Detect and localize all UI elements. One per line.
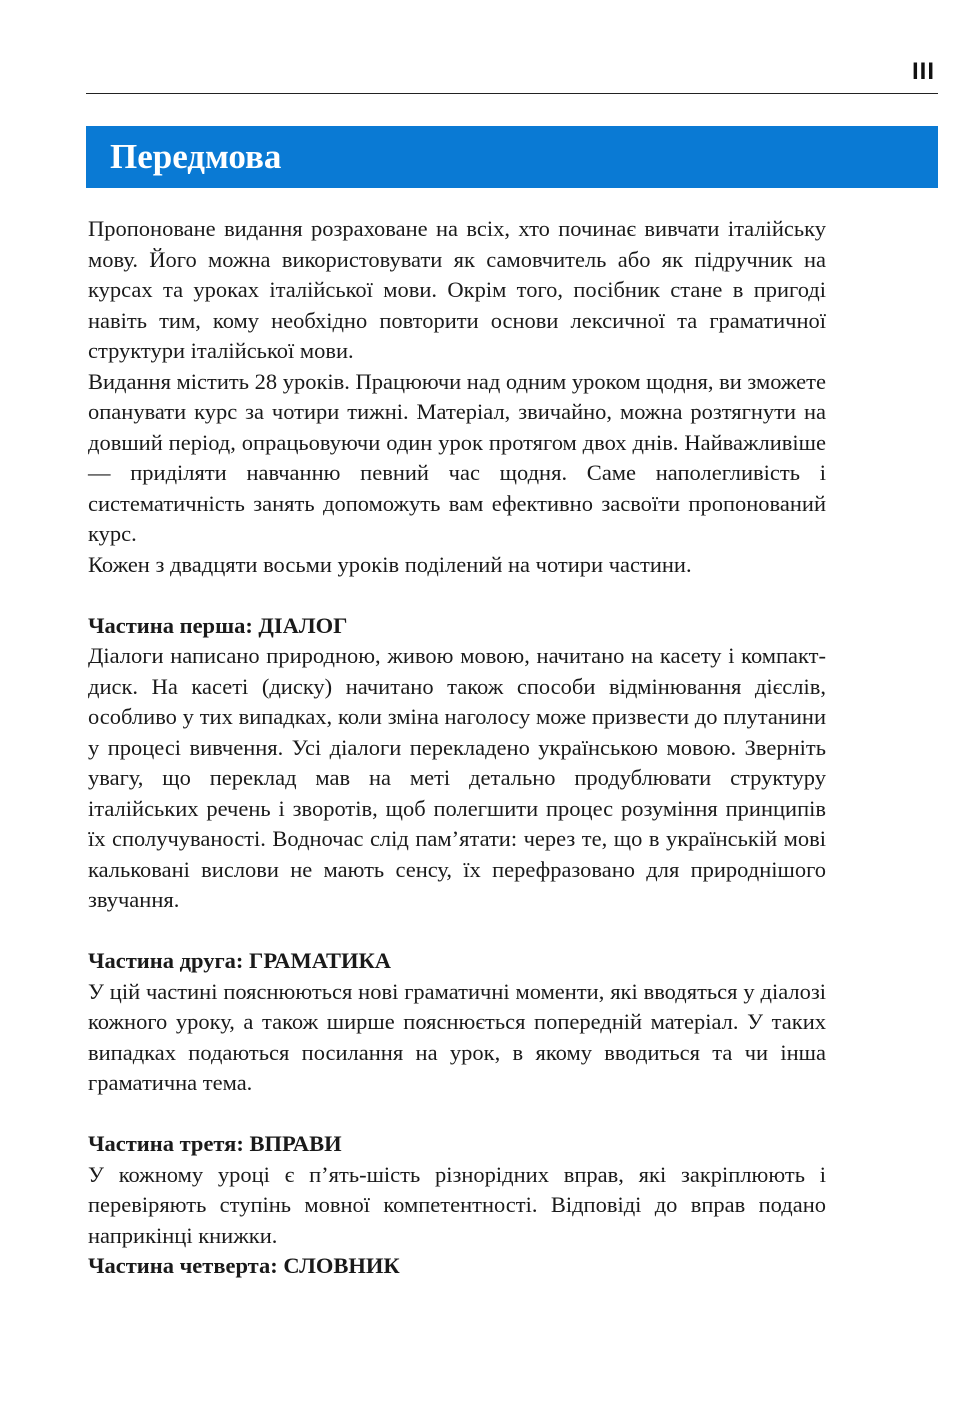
intro-paragraph: Пропоноване видання розраховане на всіх, хто починає вивчати італійську мову. Його можна використовувати як самовчитель або як підручник на курсах та уроках італійської мови. Окрім того, посібник стане в пригоді навіть тим, кому необхідно повторити основи лексичної та граматичної структури італійської мови. — [88, 216, 826, 363]
section-heading-exercises: Частина третя: ВПРАВИ — [88, 1131, 342, 1156]
section-heading-dictionary: Частина четверта: СЛОВНИК — [88, 1253, 400, 1278]
main-content — [88, 214, 826, 1282]
paragraph-gap — [88, 916, 826, 947]
section-heading-grammar: Частина друга: ГРАМАТИКА — [88, 948, 392, 973]
title-band — [86, 126, 938, 188]
header-rule — [86, 93, 938, 94]
section-text-exercises: У кожному уроці є п’ять-шість різнорідних вправ, які закріплюють і перевіряють ступінь мовної компетентності. Відповіді до вправ подано наприкінці книжки. — [88, 1161, 826, 1248]
paragraph-gap — [88, 580, 826, 611]
page-number: III — [911, 58, 935, 85]
intro-paragraph: Кожен з двадцяти восьми уроків поділений на чотири частини. — [88, 551, 692, 577]
section-text-dialog: Діалоги написано природною, живою мовою, начитано на касету і компакт-диск. На касеті (диску) начитано також способи відмінювання дієслів, особливо у тих випадках, коли зміна наголосу може призвести до плутанини у процесі вивчення. Усі діалоги перекладено українською мовою. Зверніть увагу, що переклад мав на меті детально продублювати структуру італійських речень і зворотів, щоб полегшити процес розуміння принципів їх сполучуваності. Водночас слід пам’ятати: через те, що в українській мові кальковані вислови не мають сенсу, їх перефразовано для природнішого звучання. — [88, 643, 826, 912]
paragraph-gap — [88, 1099, 826, 1130]
section-heading-dialog: Частина перша: ДІАЛОГ — [88, 612, 348, 638]
page-title: Передмова — [110, 137, 282, 176]
intro-paragraph: Видання містить 28 уроків. Працюючи над одним уроком щодня, ви зможете опанувати курс за чотири тижні. Матеріал, звичайно, можна розтягнути на довший період, опрацьовуючи один урок протягом двох днів. Найважливіше — приділяти навчанню певний час щодня. Саме наполегливість і систематичність занять допоможуть вам ефективно засвоїти пропонований курс. — [88, 368, 826, 546]
section-text-grammar: У цій частині пояснюються нові граматичні моменти, які вводяться у діалозі кожного уроку, а також ширше пояснюється попередній матеріал. У таких випадках подаються посилання на урок, в якому вводиться та чи інша граматична тема. — [88, 978, 826, 1095]
